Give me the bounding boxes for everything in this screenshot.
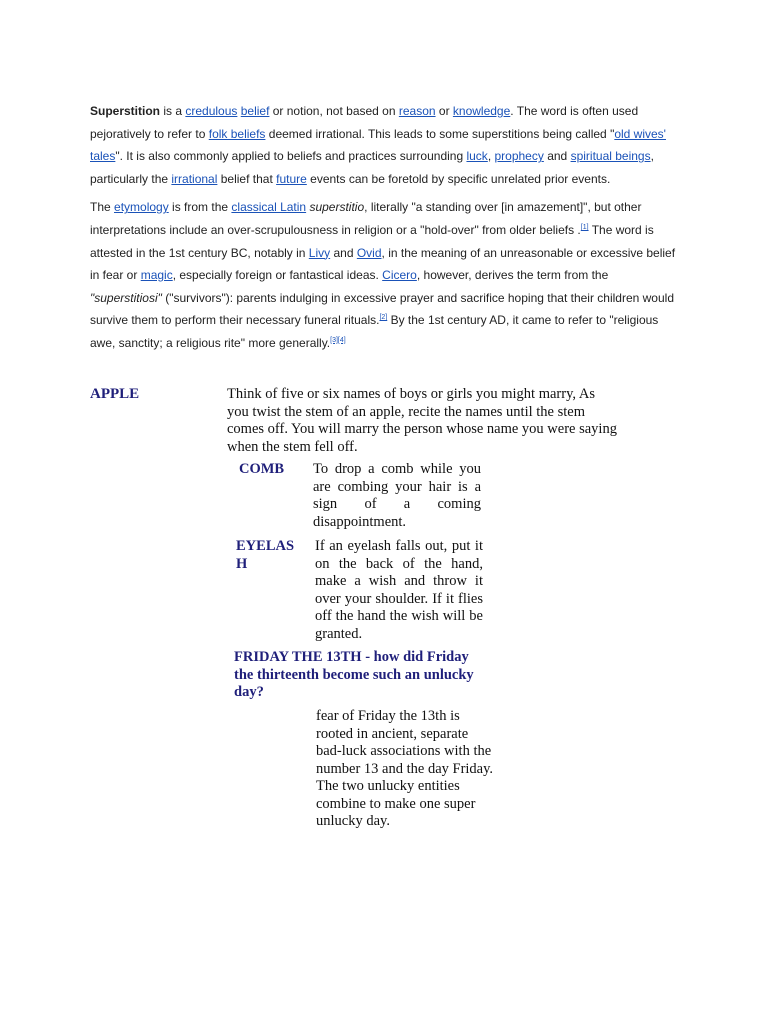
link-credulous[interactable]: credulous (185, 104, 238, 118)
link-magic[interactable]: magic (140, 268, 173, 283)
link-future[interactable]: future (276, 171, 307, 186)
intro-paragraph-1 (90, 100, 680, 190)
text: ("survivors"): parents indulging in excessive prayer and sacrifice hoping that their children would survive them to perform their necessary funeral rituals. (90, 290, 674, 328)
entry-text-apple: Think of five or six names of boys or girls you might marry, As you twist the stem of an apple, recite the names until the stem comes off. You will marry the person whose name you were saying when the stem fell off. (227, 386, 617, 455)
link-livy[interactable]: Livy (308, 245, 331, 260)
link-classical-latin[interactable]: classical Latin (231, 200, 307, 215)
text: , in the meaning of an unreasonable or excessive belief in fear or (90, 245, 676, 283)
link-knowledge[interactable]: knowledge (452, 104, 511, 118)
link-prophecy[interactable]: prophecy (494, 149, 544, 164)
link-cicero[interactable]: Cicero (382, 268, 417, 283)
text: or notion, not based on (269, 104, 399, 118)
link-belief[interactable]: belief (240, 104, 270, 118)
link-old-wives-tales[interactable]: old wives' tales (90, 126, 666, 164)
link-reason[interactable]: reason (398, 104, 436, 118)
term-superstition: Superstition (90, 104, 161, 118)
wikipedia-excerpt (90, 100, 680, 361)
entry-key-eyelash-line2: H (236, 555, 248, 572)
text: , (487, 149, 495, 164)
entry-key-apple: APPLE (90, 386, 140, 402)
text: , however, derives the term from the (416, 268, 609, 283)
text: . The word is often used pejoratively to refer to (90, 104, 639, 141)
text: , especially foreign or fantastical ideas. (172, 268, 383, 283)
entry-key-eyelash (236, 538, 306, 573)
citation-link[interactable]: [1] (580, 223, 589, 231)
text: The word is attested in the 1st century BC, notably in (90, 222, 654, 260)
text: belief that (217, 171, 277, 186)
entry-key-comb: COMB (239, 461, 285, 477)
text: , particularly the (90, 149, 654, 186)
text: , literally "a standing over [in amazement]", but other interpretations include an over-scrupulousness in religion or a "hold-over" from older beliefs . (90, 200, 642, 237)
text: By the 1st century AD, it came to refer to "religious awe, sanctity; a religious rite" more generally. (90, 313, 659, 350)
citation-link[interactable]: [3][4] (330, 336, 346, 344)
text: or (435, 104, 453, 118)
citation-3-4[interactable] (330, 337, 346, 344)
text: and (543, 149, 571, 164)
term-superstitio: superstitio (309, 200, 365, 215)
text: is from the (168, 200, 232, 215)
text: events can be foretold by specific unrelated prior events. (306, 171, 611, 186)
entry-text-friday: fear of Friday the 13th is rooted in ancient, separate bad-luck associations with the number 13 and the day Friday. The two unlucky entities combine to make one super unlucky day. (316, 708, 494, 829)
link-irrational[interactable]: irrational (171, 171, 218, 186)
intro-paragraph-2 (90, 196, 680, 354)
entry-heading-friday: FRIDAY THE 13TH - how did Friday the thirteenth become such an unlucky day? (234, 649, 474, 700)
text: and (330, 245, 357, 260)
entry-text-eyelash: If an eyelash falls out, put it on the back of the hand, make a wish and throw it over your shoulder. If it flies off the hand the wish will be granted. (315, 538, 483, 642)
link-etymology[interactable]: etymology (114, 200, 169, 215)
text: The (90, 200, 115, 215)
text: is a (160, 104, 186, 118)
entry-text-comb: To drop a comb while you are combing your hair is a sign of a coming disappointment. (313, 461, 481, 530)
link-folk-beliefs[interactable]: folk beliefs (208, 126, 266, 141)
link-spiritual-beings[interactable]: spiritual beings (570, 149, 651, 164)
citation-1[interactable] (581, 224, 589, 231)
citation-link[interactable]: [2] (379, 314, 388, 322)
entry-key-eyelash-line1: EYELAS (236, 538, 295, 554)
text: deemed irrational. This leads to some superstitions being called " (265, 126, 615, 141)
link-ovid[interactable]: Ovid (356, 245, 382, 260)
text: ". It is also commonly applied to beliefs and practices surrounding (115, 149, 467, 164)
term-superstitiosi: "superstitiosi" (90, 290, 162, 305)
link-luck[interactable]: luck (466, 149, 488, 164)
